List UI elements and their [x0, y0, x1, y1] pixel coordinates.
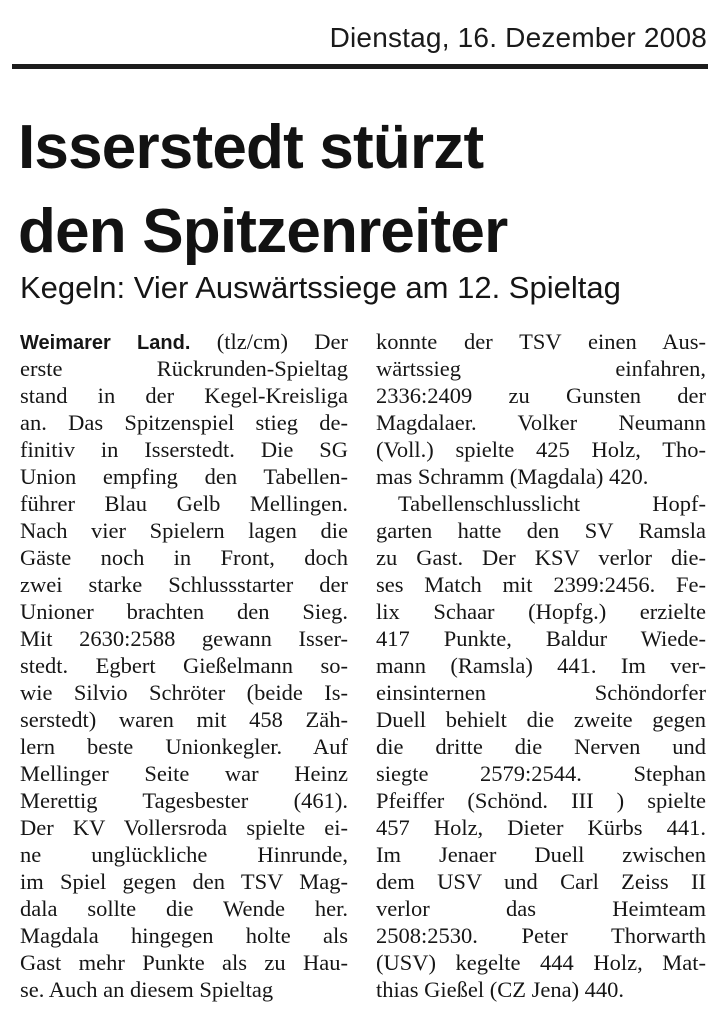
article-line: einsinternen Schöndorfer: [376, 680, 706, 705]
article-line: Duell behielt die zweite gegen: [376, 707, 706, 732]
article-line: siegte 2579:2544. Stephan: [376, 761, 706, 786]
article-line: Union empfing den Tabellen-: [20, 464, 348, 489]
headline: [18, 106, 708, 274]
article-line: Merettig Tagesbester (461).: [20, 788, 348, 813]
article-line: 457 Holz, Dieter Kürbs 441.: [376, 815, 706, 840]
article-line: Gäste noch in Front, doch: [20, 545, 348, 570]
headline-line: Isserstedt stürzt: [18, 113, 484, 182]
article-line: finitiv in Isserstedt. Die SG: [20, 437, 348, 462]
article-line: Mit 2630:2588 gewann Isser-: [20, 626, 348, 651]
subheadline: Kegeln: Vier Auswärtssiege am 12. Spieltag: [20, 270, 621, 305]
article-line: Tabellenschlusslicht Hopf-: [398, 491, 706, 516]
article-line: wie Silvio Schröter (beide Is-: [20, 680, 348, 705]
article-line: an. Das Spitzenspiel stieg de-: [20, 410, 348, 435]
article-line: Mellinger Seite war Heinz: [20, 761, 348, 786]
article-line: die dritte die Nerven und: [376, 734, 706, 759]
article-line: konnte der TSV einen Aus-: [376, 329, 706, 354]
article-line: ne unglückliche Hinrunde,: [20, 842, 348, 867]
article-line: 417 Punkte, Baldur Wiede-: [376, 626, 706, 651]
article-line: Magdala hingegen holte als: [20, 923, 348, 948]
headline-line: den Spitzenreiter: [18, 197, 508, 266]
article-line: garten hatte den SV Ramsla: [376, 518, 706, 543]
article-line: Gast mehr Punkte als zu Hau-: [20, 950, 348, 975]
article-line: Nach vier Spielern lagen die: [20, 518, 348, 543]
article-line: serstedt) waren mit 458 Zäh-: [20, 707, 348, 732]
article-line: lix Schaar (Hopfg.) erzielte: [376, 599, 706, 624]
header-rule: [12, 64, 708, 69]
dateline: Weimarer Land.: [20, 332, 191, 354]
article-line: (USV) kegelte 444 Holz, Mat-: [376, 950, 706, 975]
article-line: Magdalaer. Volker Neumann: [376, 410, 706, 435]
article-line: ses Match mit 2399:2456. Fe-: [376, 572, 706, 597]
article-line: dala sollte die Wende her.: [20, 896, 348, 921]
article-column-right: [376, 328, 706, 1003]
article-line: thias Gießel (CZ Jena) 440.: [376, 977, 625, 1002]
article-line: 2336:2409 zu Gunsten der: [376, 383, 706, 408]
article-line: (Voll.) spielte 425 Holz, Tho-: [376, 437, 706, 462]
article-line: erste Rückrunden-Spieltag: [20, 356, 348, 381]
article-line: Der KV Vollersroda spielte ei-: [20, 815, 348, 840]
article-line: im Spiel gegen den TSV Mag-: [20, 869, 348, 894]
article-line: mann (Ramsla) 441. Im ver-: [376, 653, 706, 678]
article-line: 2508:2530. Peter Thorwarth: [376, 923, 706, 948]
article-line: Im Jenaer Duell zwischen: [376, 842, 706, 867]
article-line: wärtssieg einfahren,: [376, 356, 706, 381]
article-line: Pfeiffer (Schönd. III ) spielte: [376, 788, 706, 813]
article-line: führer Blau Gelb Mellingen.: [20, 491, 348, 516]
article-line: zwei starke Schlussstarter der: [20, 572, 348, 597]
article-line: zu Gast. Der KSV verlor die-: [376, 545, 706, 570]
article-line: mas Schramm (Magdala) 420.: [376, 464, 649, 489]
article-column-left: [20, 328, 348, 1003]
article-line: stedt. Egbert Gießelmann so-: [20, 653, 348, 678]
publication-date: Dienstag, 16. Dezember 2008: [329, 22, 707, 53]
article-line: dem USV und Carl Zeiss II: [376, 869, 706, 894]
article-line-text: (tlz/cm) Der: [190, 329, 348, 354]
article-line: lern beste Unionkegler. Auf: [20, 734, 348, 759]
article-line: Unioner brachten den Sieg.: [20, 599, 348, 624]
article-line: se. Auch an diesem Spieltag: [20, 977, 274, 1002]
article-line: [20, 328, 348, 355]
article-line: verlor das Heimteam: [376, 896, 706, 921]
article-line: stand in der Kegel-Kreisliga: [20, 383, 348, 408]
